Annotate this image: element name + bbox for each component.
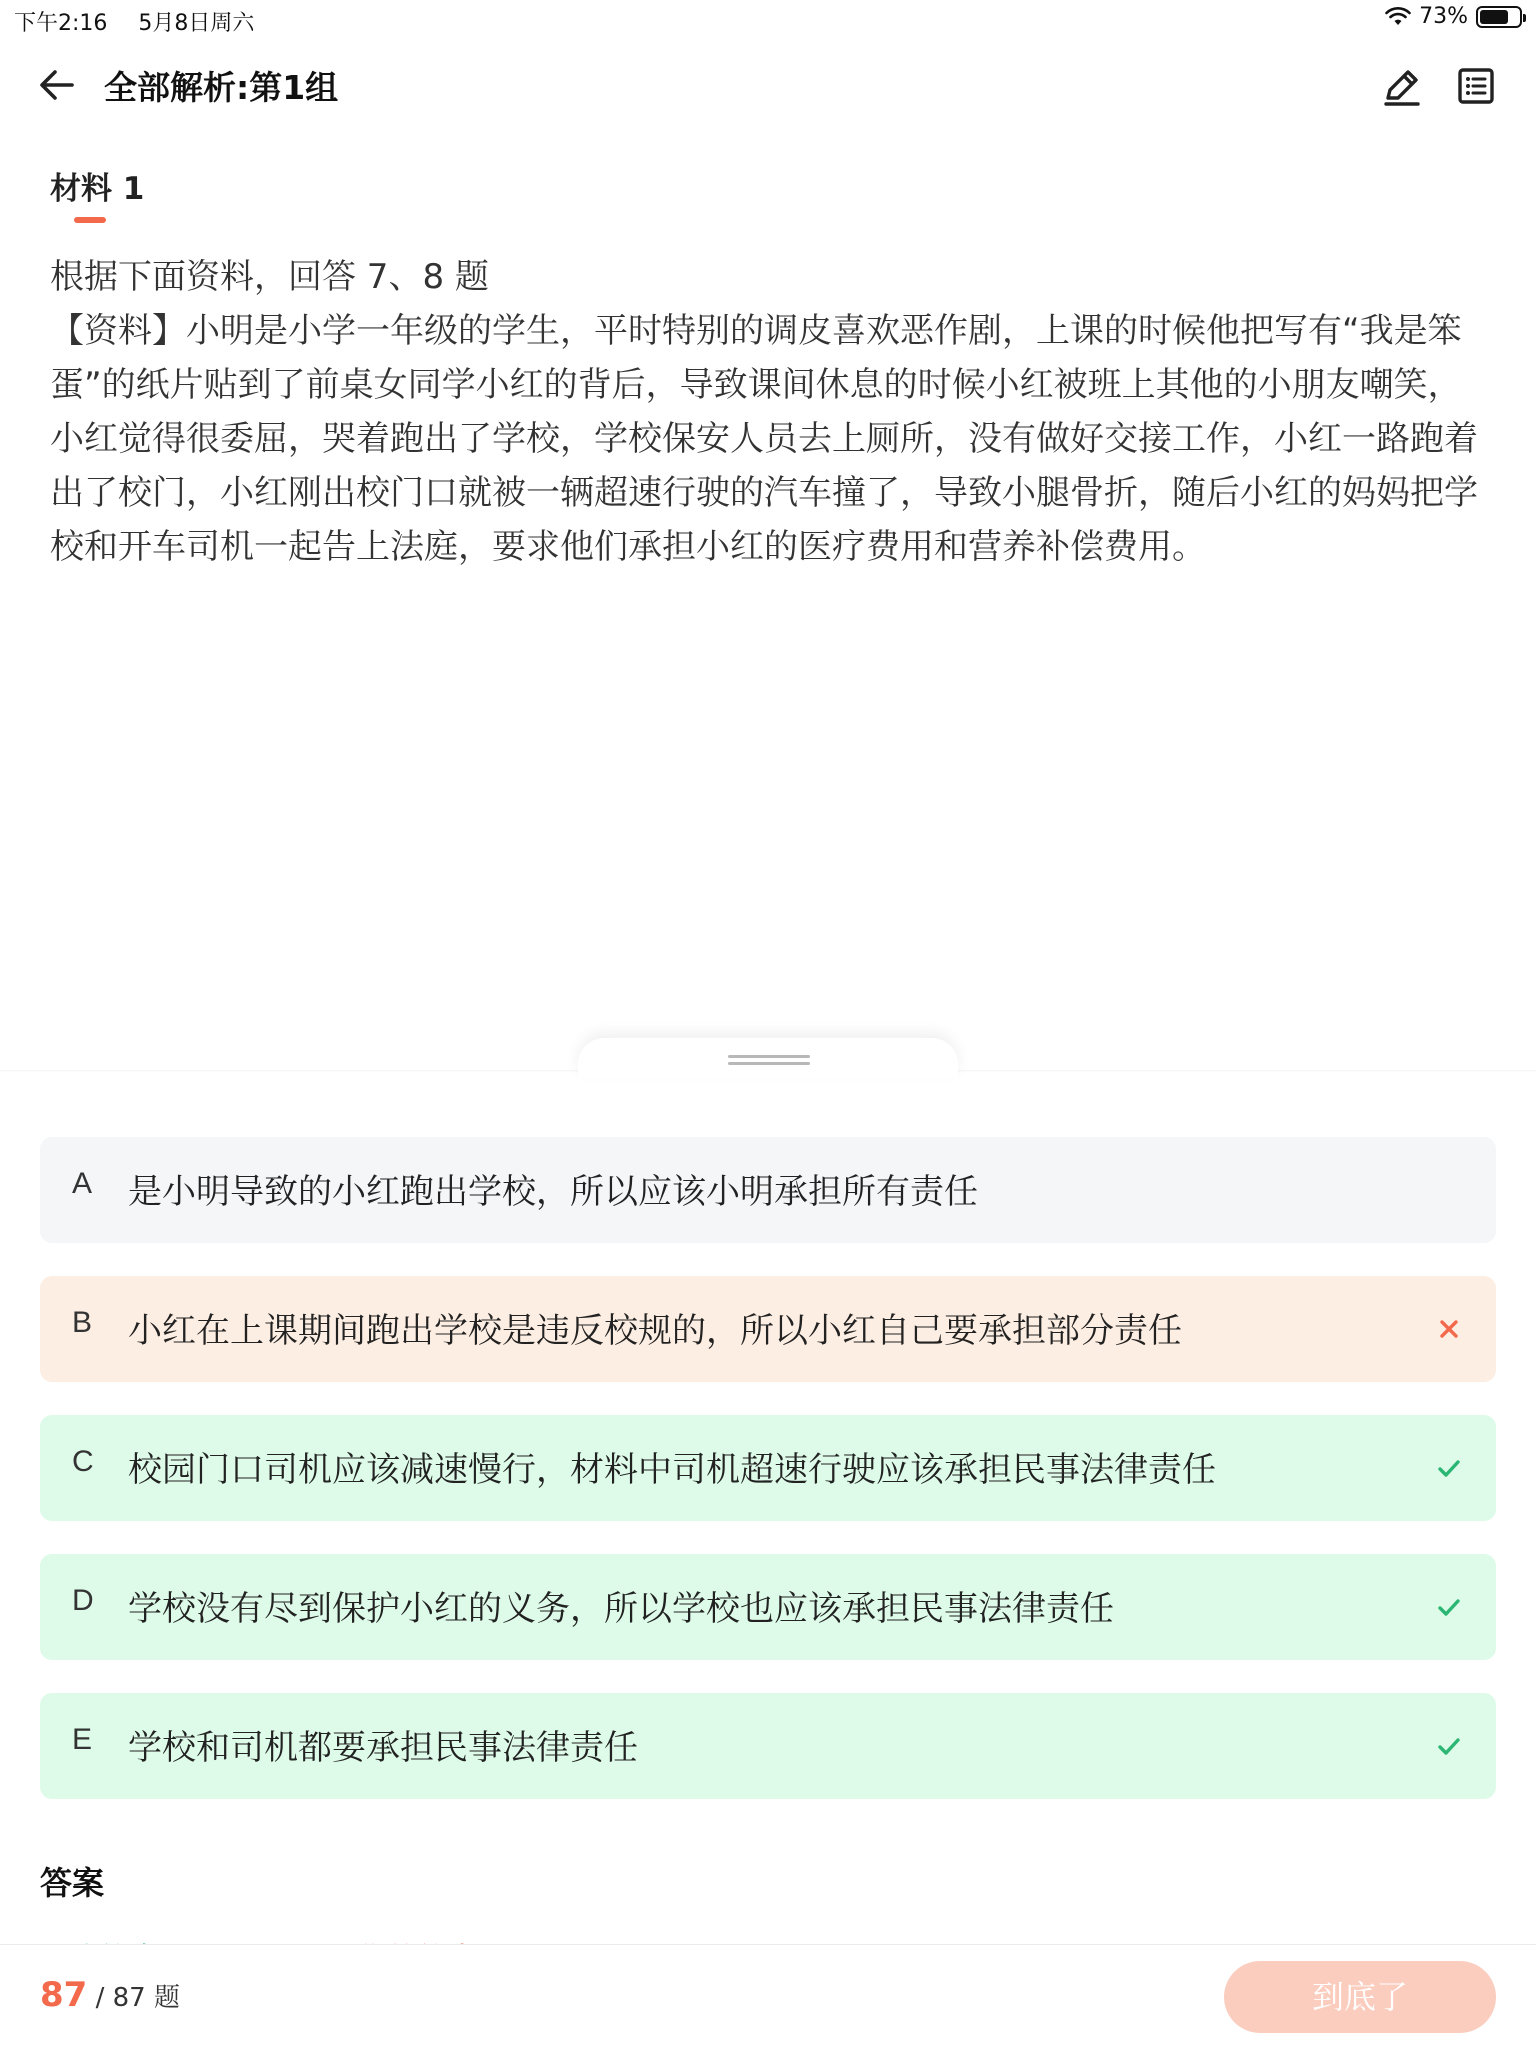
option-text: 学校没有尽到保护小红的义务，所以学校也应该承担民事法律责任	[128, 1589, 1114, 1629]
battery-percent: 73%	[1419, 4, 1468, 29]
option-letter: C	[72, 1445, 94, 1478]
status-time: 下午2:16	[14, 11, 108, 36]
option-a[interactable]	[40, 1137, 1496, 1243]
option-text: 学校和司机都要承担民事法律责任	[128, 1728, 638, 1768]
battery-fill	[1480, 10, 1508, 24]
option-c[interactable]	[40, 1415, 1496, 1521]
option-d[interactable]	[40, 1554, 1496, 1660]
wifi-icon	[1385, 7, 1411, 27]
question-total: / 87 题	[87, 1983, 180, 2013]
option-letter: A	[72, 1167, 93, 1200]
status-left	[14, 6, 278, 37]
option-text: 小红在上课期间跑出学校是违反校规的，所以小红自己要承担部分责任	[128, 1311, 1182, 1351]
answer-heading: 答案	[40, 1864, 105, 1902]
material-tab-label: 材料 1	[50, 171, 145, 207]
page-title: 全部解析:第1组	[104, 68, 339, 107]
passage-intro: 根据下面资料，回答 7、8 题	[50, 257, 489, 297]
status-date: 5月8日周六	[138, 11, 255, 36]
option-text: 校园门口司机应该减速慢行，材料中司机超速行驶应该承担民事法律责任	[128, 1450, 1216, 1490]
header	[0, 44, 1536, 126]
status-right	[1385, 4, 1522, 29]
option-b[interactable]	[40, 1276, 1496, 1382]
cross-icon	[1432, 1312, 1466, 1346]
options-list	[40, 1137, 1496, 1832]
check-icon	[1432, 1451, 1466, 1485]
drawer-handle-line	[728, 1062, 810, 1065]
tab-material-1[interactable]	[50, 163, 144, 208]
back-arrow-icon[interactable]	[34, 62, 80, 108]
answer-sheet-icon[interactable]	[1452, 62, 1500, 110]
option-text: 是小明导致的小红跑出学校，所以应该小明承担所有责任	[128, 1172, 978, 1212]
status-bar	[0, 0, 1536, 40]
check-icon	[1432, 1590, 1466, 1624]
drawer-handle-line	[728, 1055, 810, 1058]
passage-body: 【资料】小明是小学一年级的学生，平时特别的调皮喜欢恶作剧，上课的时候他把写有“我是笨蛋”的纸片贴到了前桌女同学小红的背后，导致课间休息的时候小红被班上其他的小朋友嘲笑，小红觉得很委屈，哭着跑出了学校，学校保安人员去上厕所，没有做好交接工作，小红一路跑着出了校门，小红刚出校门口就被一辆超速行驶的汽车撞了，导致小腿骨折，随后小红的妈妈把学校和开车司机一起告上法庭，要求他们承担小红的医疗费用和营养补偿费用。	[50, 311, 1478, 567]
end-reached-button[interactable]: 到底了	[1224, 1961, 1496, 2033]
bottom-bar	[0, 1944, 1536, 2048]
check-icon	[1432, 1729, 1466, 1763]
material-tab-underline	[74, 217, 106, 223]
option-letter: D	[72, 1584, 94, 1617]
edit-pen-icon[interactable]	[1378, 62, 1426, 110]
option-letter: B	[72, 1306, 93, 1339]
drawer-drag-handle[interactable]	[728, 1055, 810, 1065]
question-counter	[40, 1975, 180, 2015]
option-letter: E	[72, 1723, 93, 1756]
question-current: 87	[40, 1975, 88, 2015]
material-passage	[50, 250, 1490, 574]
battery-icon	[1476, 6, 1522, 28]
option-e[interactable]	[40, 1693, 1496, 1799]
